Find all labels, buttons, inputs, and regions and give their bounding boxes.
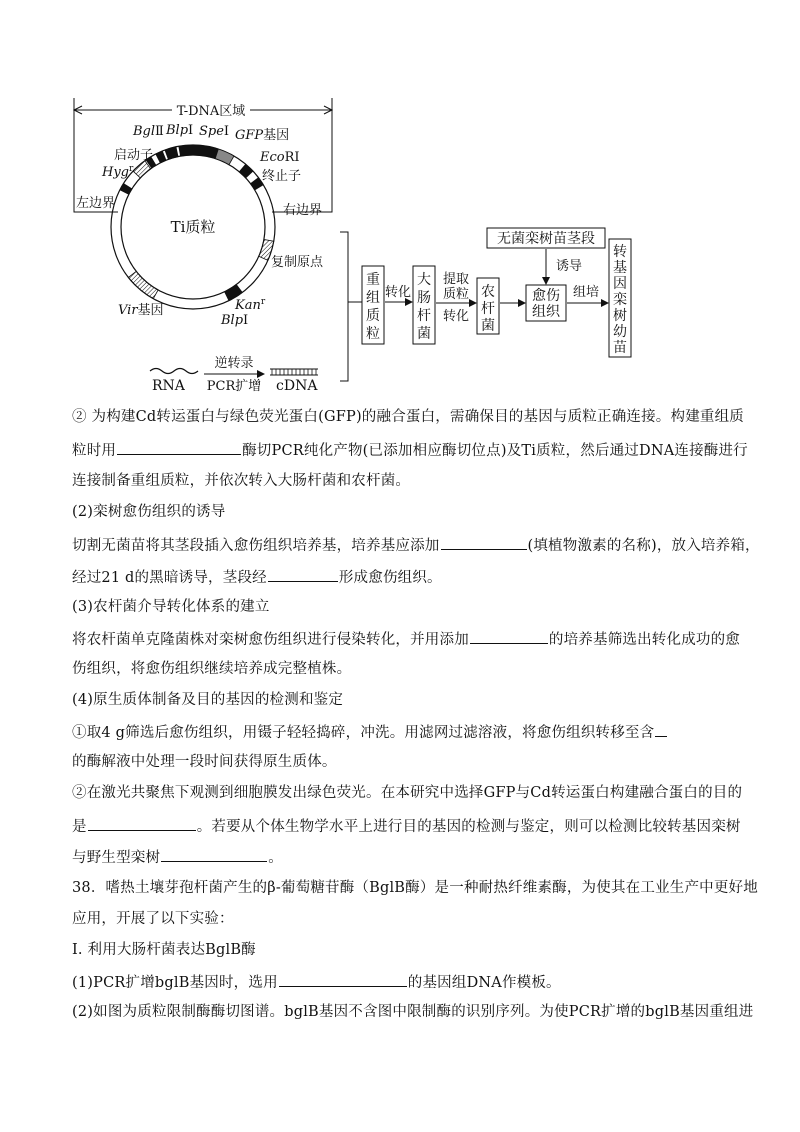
- transform-2-label: 转化: [442, 309, 470, 324]
- question-38-heading: Ⅰ. 利用大肠杆菌表达BglB酶: [72, 942, 256, 958]
- blpI-top-site-label: BlpⅠ: [166, 123, 194, 138]
- left-border-mark: [120, 184, 132, 195]
- callus-box: [526, 285, 566, 321]
- svg-text:树: 树: [613, 308, 627, 324]
- section-2-heading: (2)栾树愈伤组织的诱导: [72, 504, 226, 520]
- transform-1-label: 转化: [384, 285, 412, 300]
- question-38-sub-2: (2)如图为质粒限制酶酶切图谱。bglB基因不含图中限制酶的识别序列。为使PCR扩增的bglB基因重组进: [72, 1004, 754, 1020]
- paragraph-3-line-2: 经过21 d的黑暗诱导，茎段经 形成愈伤组织。: [72, 566, 752, 588]
- svg-text:农: 农: [481, 284, 495, 300]
- reverse-transcription-label: 逆转录: [214, 356, 254, 371]
- extract-plasmid-label-1: 提取: [442, 272, 470, 287]
- paragraph-6-line-1: ②在激光共聚焦下观测到细胞膜发出绿色荧光。在本研究中选择GFP与Cd转运蛋白构建融合蛋白的目的: [72, 785, 743, 801]
- answer-blank[interactable]: [441, 534, 527, 550]
- cdna-label: cDNA: [276, 378, 318, 394]
- extract-plasmid-label-2: 质粒: [442, 287, 470, 302]
- svg-text:因: 因: [613, 276, 627, 292]
- svg-text:菌: 菌: [481, 318, 495, 334]
- kan-gene-label: Kan$^r$: [235, 297, 266, 313]
- culture-label: 组培: [572, 285, 600, 300]
- answer-blank[interactable]: [117, 439, 241, 455]
- process-bracket: [340, 232, 348, 381]
- paragraph-2-line-1: ② 为构建Cd转运蛋白与绿色荧光蛋白(GFP)的融合蛋白，需确保目的基因与质粒正确连接。构建重组质: [72, 409, 744, 425]
- left-border-label: 左边界: [76, 196, 116, 211]
- cdna-double-strand: [270, 369, 318, 375]
- hyg-gene-label: Hyg$^r$: [102, 164, 134, 180]
- transgenic-seedling-box: [609, 239, 631, 357]
- pcr-amplify-label: PCR扩增: [206, 379, 262, 394]
- replication-origin-label: 复制原点: [271, 255, 324, 270]
- section-4-heading: (4)原生质体制备及目的基因的检测和鉴定: [72, 692, 344, 708]
- gfp-gene-label: GFP基因: [235, 128, 290, 143]
- tdna-region-label: T-DNA区域: [176, 104, 246, 119]
- vir-gene-segment: [128, 271, 158, 298]
- recombinant-plasmid-box: [362, 266, 384, 344]
- promoter-label: 启动子: [114, 148, 154, 163]
- paragraph-4-line-2: 伤组织，将愈伤组织继续培养成完整植株。: [72, 661, 352, 677]
- ti-plasmid-construction-diagram: [0, 0, 800, 400]
- svg-text:杆: 杆: [481, 301, 495, 317]
- sterile-stem-box: [487, 228, 605, 248]
- gfp-gene-segment: [215, 149, 234, 165]
- paragraph-5-line-2: 的酶解液中处理一段时间获得原生质体。: [72, 754, 337, 770]
- svg-text:苗: 苗: [613, 340, 627, 356]
- ecoli-box: [413, 266, 435, 344]
- answer-blank[interactable]: [88, 815, 196, 831]
- svg-text:粒: 粒: [366, 326, 380, 342]
- agrobacterium-box: [477, 278, 499, 334]
- ti-plasmid-ring: [111, 145, 275, 309]
- promoter-segment: [156, 151, 166, 163]
- blpI-bottom-site-label: BlpⅠ: [221, 313, 249, 328]
- svg-text:菌: 菌: [417, 326, 431, 342]
- paragraph-6-line-3: 与野生型栾树 。: [72, 846, 752, 868]
- svg-text:重: 重: [366, 272, 380, 288]
- tdna-region-bracket: [74, 98, 332, 122]
- paragraph-2-line-2: 粒时用 酶切PCR纯化产物(已添加相应酶切位点)及Ti质粒，然后通过DNA连接酶进行: [72, 439, 752, 461]
- svg-text:组织: 组织: [532, 304, 560, 320]
- terminator-label: 终止子: [262, 169, 302, 184]
- speI-site-label: SpeⅠ: [199, 124, 230, 139]
- rna-wavy-strand: [150, 369, 198, 374]
- cd-transporter-gene-segment: [179, 145, 219, 159]
- svg-text:无菌栾树苗茎段: 无菌栾树苗茎段: [497, 231, 595, 247]
- question-38-line-1: 38．嗜热土壤芽孢杆菌产生的β-葡萄糖苷酶（BglB酶）是一种耐热纤维素酶，为使其在工业生产中更好地: [72, 880, 758, 896]
- answer-blank[interactable]: [655, 721, 667, 737]
- svg-text:杆: 杆: [417, 308, 431, 324]
- svg-text:大: 大: [417, 272, 431, 288]
- right-border-label: 右边界: [283, 203, 323, 218]
- bglII-site-label: BglⅡ: [133, 124, 164, 139]
- ecoRI-site-label: EcoRⅠ: [260, 150, 300, 165]
- paragraph-4-line-1: 将农杆菌单克隆菌株对栾树愈伤组织进行侵染转化，并用添加 的培养基筛选出转化成功的愈: [72, 628, 752, 650]
- question-38-sub-1: (1)PCR扩增bglB基因时，选用 的基因组DNA作模板。: [72, 971, 752, 993]
- svg-text:组: 组: [366, 290, 380, 306]
- paragraph-2-line-3: 连接制备重组质粒，并依次转入大肠杆菌和农杆菌。: [72, 473, 411, 489]
- paragraph-6-line-2: 是 。若要从个体生物学水平上进行目的基因的检测与鉴定，则可以检测比较转基因栾树: [72, 815, 752, 837]
- svg-text:转: 转: [613, 244, 627, 260]
- plasmid-name: Ti质粒: [170, 218, 216, 236]
- section-3-heading: (3)农杆菌介导转化体系的建立: [72, 599, 270, 615]
- rna-label: RNA: [152, 378, 185, 394]
- svg-text:幼: 幼: [613, 324, 627, 340]
- answer-blank[interactable]: [268, 566, 338, 582]
- svg-text:栾: 栾: [613, 292, 627, 308]
- question-38-line-2: 应用，开展了以下实验：: [72, 911, 234, 927]
- answer-blank[interactable]: [279, 971, 407, 987]
- svg-text:质: 质: [366, 308, 380, 324]
- paragraph-3-line-1: 切割无菌苗将其茎段插入愈伤组织培养基，培养基应添加 (填植物激素的名称)，放入培养箱，: [72, 534, 752, 556]
- svg-text:肠: 肠: [417, 290, 431, 306]
- paragraph-5-line-1: ①取4 g筛选后愈伤组织，用镊子轻轻捣碎，冲洗。用滤网过滤溶液，将愈伤组织转移至含: [72, 721, 752, 743]
- terminator-segment: [239, 164, 253, 178]
- svg-text:愈伤: 愈伤: [532, 288, 560, 304]
- answer-blank[interactable]: [161, 846, 267, 862]
- induce-label: 诱导: [556, 259, 583, 274]
- vir-gene-label: Vir基因: [118, 303, 164, 318]
- svg-text:基: 基: [613, 260, 627, 276]
- answer-blank[interactable]: [470, 628, 548, 644]
